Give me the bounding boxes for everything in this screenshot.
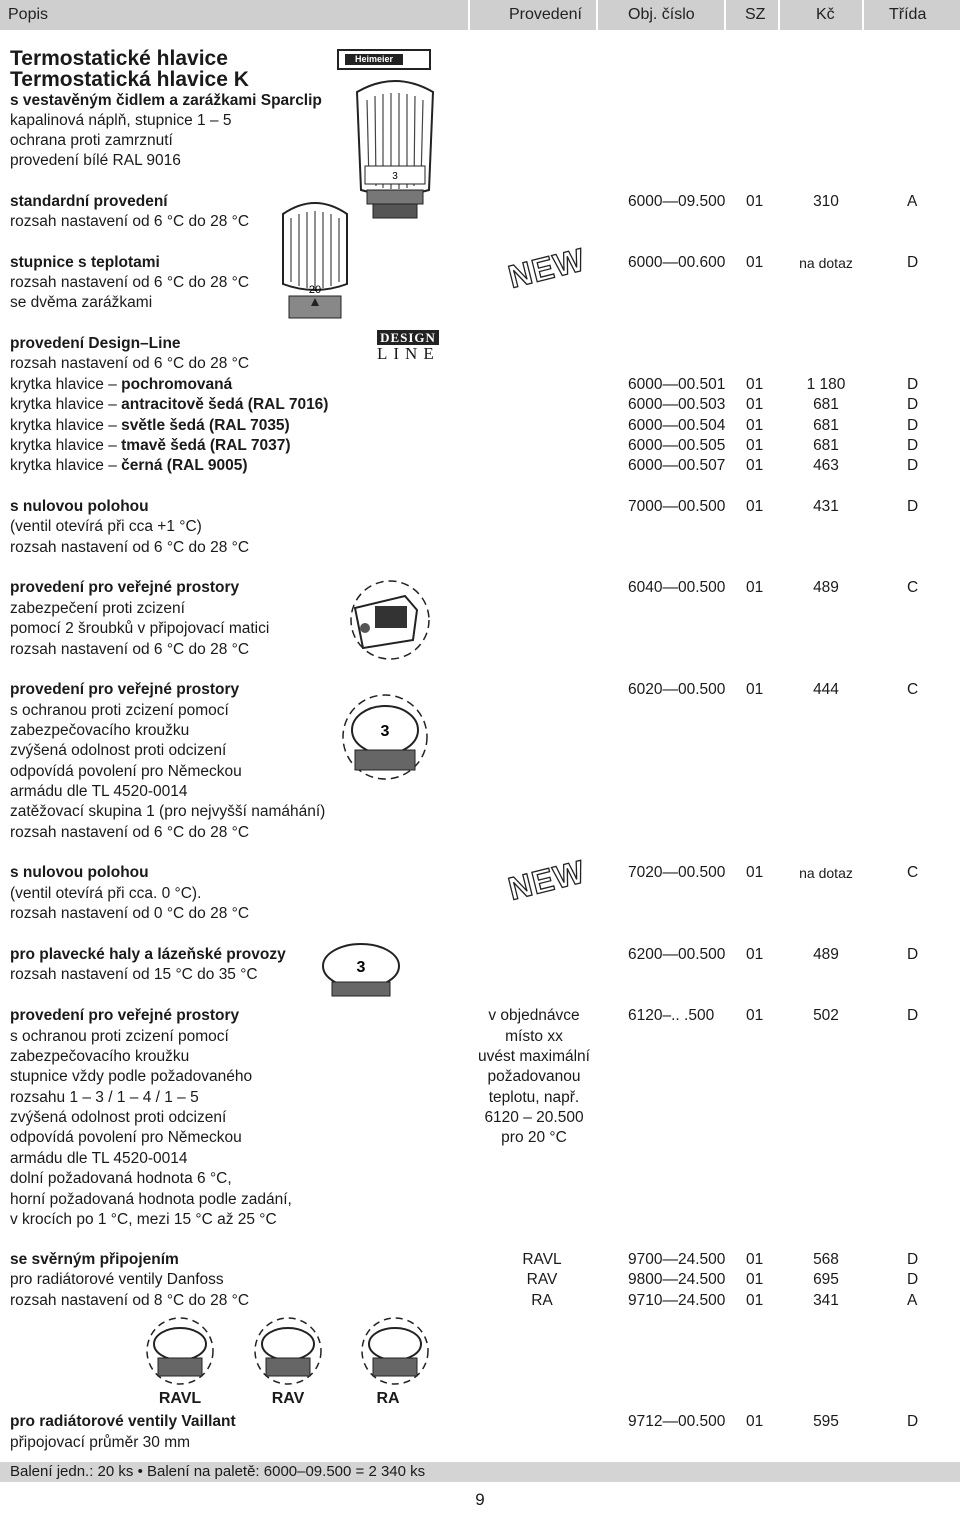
sz-value: 01 [746, 864, 764, 881]
sz-value: 01 [746, 579, 764, 596]
section-desc: stupnice vždy podle požadovaného [10, 1068, 253, 1085]
section-desc: horní požadovaná hodnota podle zadání, [10, 1191, 292, 1208]
col-obj-cislo: Obj. číslo [628, 6, 695, 23]
sz-value: 01 [746, 1413, 764, 1430]
class: D [907, 376, 919, 393]
price: 681 [813, 437, 839, 454]
image-caption: RAV [271, 1390, 305, 1407]
price: 695 [813, 1271, 839, 1288]
title-main: Termostatické hlavice [10, 47, 228, 70]
section-heading: provedení pro veřejné prostory [10, 1007, 240, 1024]
price: na dotaz [799, 865, 853, 881]
class: D [907, 417, 919, 434]
sz-value: 01 [746, 254, 764, 271]
variant-label: krytka hlavice – antracitově šedá (RAL 7016) [10, 396, 329, 413]
variant-note: uvést maximální [478, 1048, 590, 1065]
class: A [907, 1292, 918, 1309]
section-desc: zabezpečovacího kroužku [10, 1048, 190, 1065]
variant-note: teplotu, např. [488, 1089, 580, 1106]
variant-label: krytka hlavice – tmavě šedá (RAL 7037) [10, 437, 291, 454]
order-number: 7000—00.500 [628, 498, 726, 515]
section-heading: provedení Design–Line [10, 335, 181, 352]
section-desc: zvýšená odolnost proti odcizení [10, 742, 227, 759]
price: 310 [813, 193, 839, 210]
price: na dotaz [799, 255, 853, 271]
intro-line: kapalinová náplň, stupnice 1 – 5 [10, 112, 232, 129]
section-desc: zabezpečovacího kroužku [10, 722, 190, 739]
section-desc: rozsah nastavení od 6 °C do 28 °C [10, 641, 250, 658]
variant-note: místo xx [505, 1028, 563, 1045]
section-desc: s ochranou proti zcizení pomocí [10, 702, 229, 719]
sz-value: 01 [746, 681, 764, 698]
section-desc: rozsah nastavení od 6 °C do 28 °C [10, 355, 250, 372]
thermostat-head-image [345, 70, 445, 225]
section-desc: zvýšená odolnost proti odcizení [10, 1109, 227, 1126]
section-desc: rozsah nastavení od 8 °C do 28 °C [10, 1292, 250, 1309]
price: 681 [813, 417, 839, 434]
variant-code: RA [531, 1292, 553, 1309]
sz-value: 01 [746, 193, 764, 210]
col-kc: Kč [816, 6, 835, 23]
sz-value: 01 [746, 946, 764, 963]
svg-text:3: 3 [392, 171, 398, 182]
section-desc: rozsah nastavení od 6 °C do 28 °C [10, 824, 250, 841]
section-desc: zabezpečení proti zcizení [10, 600, 185, 617]
svg-text:3: 3 [380, 723, 390, 740]
section-heading: pro plavecké haly a lázeňské provozy [10, 946, 286, 963]
section-heading: standardní provedení [10, 193, 168, 210]
price: 431 [813, 498, 839, 515]
new-badge: NEW [504, 853, 589, 907]
section-desc: rozsah nastavení od 6 °C do 28 °C [10, 539, 250, 556]
sz-value: 01 [746, 437, 764, 454]
section-desc: armádu dle TL 4520-0014 [10, 1150, 188, 1167]
section-desc: rozsahu 1 – 3 / 1 – 4 / 1 – 5 [10, 1089, 199, 1106]
class: D [907, 946, 919, 963]
sz-value: 01 [746, 1292, 764, 1309]
section-desc: (ventil otevírá při cca +1 °C) [10, 518, 202, 535]
class: D [907, 1413, 919, 1430]
variant-label: krytka hlavice – pochromovaná [10, 376, 233, 393]
section-desc: se dvěma zarážkami [10, 294, 153, 311]
class: D [907, 1251, 919, 1268]
danfoss-ra-image [355, 1316, 435, 1386]
image-caption: RAVL [158, 1390, 202, 1407]
order-number: 9700—24.500 [628, 1251, 726, 1268]
class: D [907, 498, 919, 515]
table-header [0, 0, 960, 30]
order-number: 6000—00.503 [628, 396, 726, 413]
col-provedeni: Provedení [509, 6, 582, 23]
price: 489 [813, 946, 839, 963]
section-heading: pro radiátorové ventily Vaillant [10, 1413, 236, 1430]
section-desc: v krocích po 1 °C, mezi 15 °C až 25 °C [10, 1211, 277, 1228]
svg-text:20: 20 [308, 284, 322, 296]
order-number: 9800—24.500 [628, 1271, 726, 1288]
order-number: 6000—00.504 [628, 417, 726, 434]
intro-line: provedení bílé RAL 9016 [10, 152, 181, 169]
order-number: 6000—00.600 [628, 254, 726, 271]
heimeier-logo: Heimeier [337, 49, 431, 70]
class: C [907, 579, 919, 596]
order-number: 9712—00.500 [628, 1413, 726, 1430]
image-caption: RA [376, 1390, 400, 1407]
order-number: 6000—09.500 [628, 193, 726, 210]
sz-value: 01 [746, 457, 764, 474]
section-desc: armádu dle TL 4520-0014 [10, 783, 188, 800]
class: D [907, 396, 919, 413]
variant-note: v objednávce [488, 1007, 580, 1024]
variant-label: krytka hlavice – světle šedá (RAL 7035) [10, 417, 290, 434]
class: D [907, 254, 919, 271]
class: A [907, 193, 918, 210]
section-desc: (ventil otevírá při cca. 0 °C). [10, 885, 202, 902]
order-number: 9710—24.500 [628, 1292, 726, 1309]
section-desc: rozsah nastavení od 15 °C do 35 °C [10, 966, 258, 983]
danfoss-rav-image [248, 1316, 328, 1386]
section-heading: s nulovou polohou [10, 864, 149, 881]
intro-line: ochrana proti zamrznutí [10, 132, 173, 149]
col-popis: Popis [8, 6, 49, 23]
price: 444 [813, 681, 839, 698]
class: D [907, 457, 919, 474]
sz-value: 01 [746, 376, 764, 393]
page-number: 9 [475, 1490, 485, 1509]
price: 341 [813, 1292, 839, 1309]
price: 502 [813, 1007, 839, 1024]
variant-code: RAVL [522, 1251, 562, 1268]
variant-note: 6120 – 20.500 [484, 1109, 584, 1126]
order-number: 6040—00.500 [628, 579, 726, 596]
thermostat-head-scale-image [275, 192, 355, 332]
class: C [907, 681, 919, 698]
variant-code: RAV [526, 1271, 558, 1288]
price: 489 [813, 579, 839, 596]
section-desc: odpovídá povolení pro Německou [10, 763, 242, 780]
order-number: 6000—00.501 [628, 376, 726, 393]
intro-line: s vestavěným čidlem a zarážkami Sparclip [10, 92, 322, 109]
order-number: 6120–.. .500 [628, 1007, 715, 1024]
security-ring-head-image [340, 690, 430, 785]
price: 463 [813, 457, 839, 474]
price: 568 [813, 1251, 839, 1268]
packaging-text: Balení jedn.: 20 ks • Balení na paletě: 6000–09.500 = 2 340 ks [10, 1463, 426, 1480]
section-desc: pro radiátorové ventily Danfoss [10, 1271, 224, 1288]
price: 681 [813, 396, 839, 413]
sz-value: 01 [746, 396, 764, 413]
order-number: 7020—00.500 [628, 864, 726, 881]
class: C [907, 864, 919, 881]
anti-theft-head-image [345, 578, 435, 663]
sz-value: 01 [746, 1251, 764, 1268]
price: 1 180 [806, 376, 846, 393]
section-desc: rozsah nastavení od 0 °C do 28 °C [10, 905, 250, 922]
section-heading: provedení pro veřejné prostory [10, 579, 240, 596]
pool-head-image [318, 938, 404, 1000]
section-desc: s ochranou proti zcizení pomocí [10, 1028, 229, 1045]
section-desc: pomocí 2 šroubků v připojovací matici [10, 620, 270, 637]
price: 595 [813, 1413, 839, 1430]
class: D [907, 1271, 919, 1288]
section-desc: připojovací průměr 30 mm [10, 1434, 191, 1451]
order-number: 6000—00.505 [628, 437, 726, 454]
section-desc: rozsah nastavení od 6 °C do 28 °C [10, 213, 250, 230]
class: D [907, 1007, 919, 1024]
new-badge: NEW [504, 241, 589, 295]
sz-value: 01 [746, 1271, 764, 1288]
sz-value: 01 [746, 1007, 764, 1024]
sz-value: 01 [746, 417, 764, 434]
class: D [907, 437, 919, 454]
variant-note: požadovanou [487, 1068, 581, 1085]
section-desc: zatěžovací skupina 1 (pro nejvyšší namáhání) [10, 803, 326, 820]
packaging-footer [0, 1462, 960, 1482]
order-number: 6020—00.500 [628, 681, 726, 698]
section-desc: odpovídá povolení pro Německou [10, 1129, 242, 1146]
title-sub: Termostatická hlavice K [10, 68, 249, 91]
sz-value: 01 [746, 498, 764, 515]
section-heading: stupnice s teplotami [10, 254, 160, 271]
section-heading: provedení pro veřejné prostory [10, 681, 240, 698]
section-heading: s nulovou polohou [10, 498, 149, 515]
col-sz: SZ [745, 6, 766, 23]
danfoss-ravl-image [140, 1316, 220, 1386]
design-line-logo: DESIGN LINE [377, 330, 440, 363]
section-desc: rozsah nastavení od 6 °C do 28 °C [10, 274, 250, 291]
variant-label: krytka hlavice – černá (RAL 9005) [10, 457, 248, 474]
col-trida: Třída [889, 6, 927, 23]
order-number: 6000—00.507 [628, 457, 726, 474]
section-desc: dolní požadovaná hodnota 6 °C, [10, 1170, 232, 1187]
variant-note: pro 20 °C [501, 1129, 567, 1146]
order-number: 6200—00.500 [628, 946, 726, 963]
section-heading: se svěrným připojením [10, 1251, 179, 1268]
svg-text:3: 3 [356, 959, 366, 976]
